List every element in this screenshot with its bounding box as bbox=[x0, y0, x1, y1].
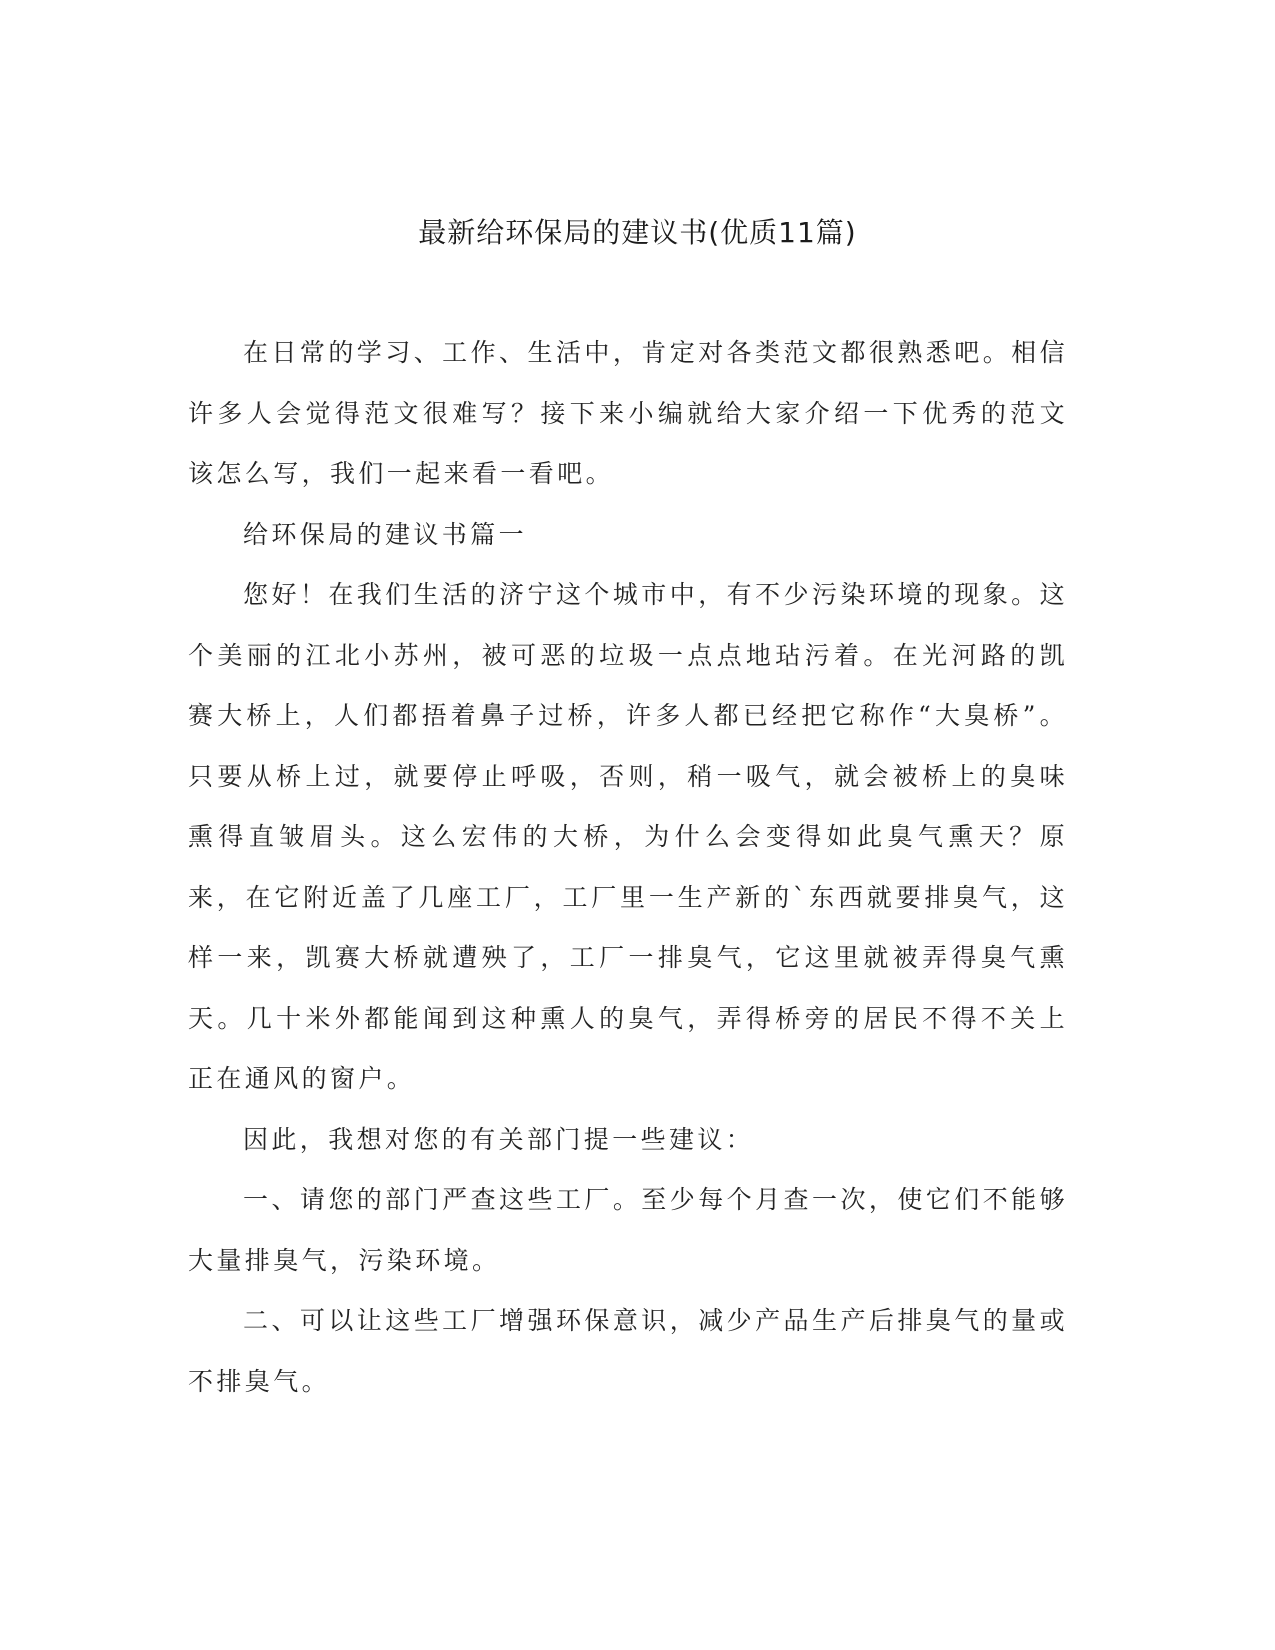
document-body bbox=[188, 323, 1068, 1412]
suggestion-item: 二、可以让这些工厂增强环保意识，减少产品生产后排臭气的量或不排臭气。 bbox=[188, 1306, 1068, 1396]
suggestion-item: 一、请您的部门严查这些工厂。至少每个月查一次，使它们不能够大量排臭气，污染环境。 bbox=[188, 1185, 1068, 1275]
intro-paragraph: 在日常的学习、工作、生活中，肯定对各类范文都很熟悉吧。相信许多人会觉得范文很难写？接下来小编就给大家介绍一下优秀的范文该怎么写，我们一起来看一看吧。 bbox=[188, 338, 1068, 488]
body-paragraph: 您好！在我们生活的济宁这个城市中，有不少污染环境的现象。这个美丽的江北小苏州，被可恶的垃圾一点点地玷污着。在光河路的凯赛大桥上，人们都捂着鼻子过桥，许多人都已经把它称作“大臭桥”。只要从桥上过，就要停止呼吸，否则，稍一吸气，就会被桥上的臭味熏得直皱眉头。这么宏伟的大桥，为什么会变得如此臭气熏天？原来，在它附近盖了几座工厂，工厂里一生产新的`东西就要排臭气，这样一来，凯赛大桥就遭殃了，工厂一排臭气，它这里就被弄得臭气熏天。几十米外都能闻到这种熏人的臭气，弄得桥旁的居民不得不关上正在通风的窗户。 bbox=[188, 580, 1068, 1093]
body-paragraph: 因此，我想对您的有关部门提一些建议： bbox=[243, 1124, 755, 1154]
document-title: 最新给环保局的建议书(优质11篇) bbox=[418, 216, 857, 249]
section-heading: 给环保局的建议书篇一 bbox=[243, 519, 528, 549]
